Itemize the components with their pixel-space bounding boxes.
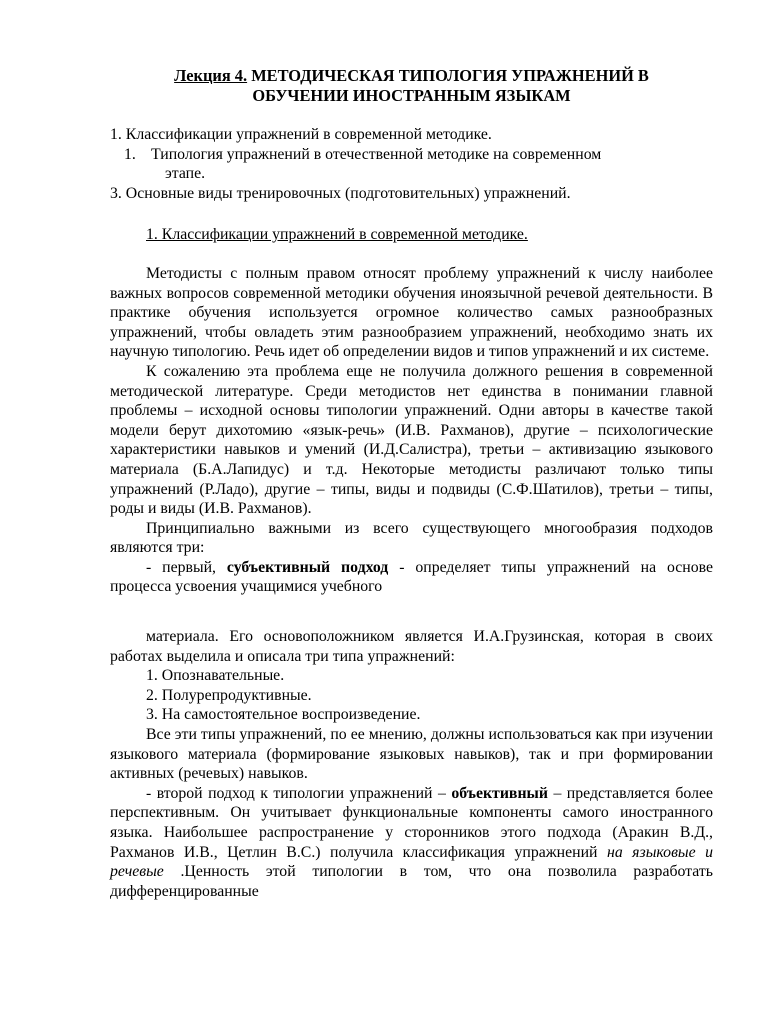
outline-item-2-text: Типология упражнений в отечественной методике на современном — [151, 145, 602, 163]
exercise-type-3: 3. На самостоятельное воспроизведение. — [146, 706, 421, 724]
subjective-approach-term: субъективный подход — [226, 558, 389, 576]
outline-item-2 — [110, 145, 713, 184]
paragraph-objective-approach — [110, 784, 713, 902]
paragraph-1: Методисты с полным правом относят проблему упражнений к числу наиболее важных вопросов современной методики обучения иноязычной речевой деятельности. В практике обучения используется огромное количество самых разнообразных упражнений, чтобы овладеть этим разнообразием упражнений, необходимо знать их научную типологию. Речь идет об определении видов и типов упражнений и их системе. — [110, 264, 713, 361]
title-line-1: МЕТОДИЧЕСКАЯ ТИПОЛОГИЯ УПРАЖНЕНИЙ В — [247, 66, 649, 85]
lecture-outline — [110, 125, 713, 203]
outline-item-3: 3. Основные виды тренировочных (подготовительных) упражнений. — [110, 184, 571, 202]
paragraph-3: Принципиально важными из всего существующего многообразия подходов являются три: — [110, 519, 713, 557]
outline-item-2-number: 1. — [124, 145, 136, 163]
lecture-title — [110, 66, 713, 106]
section-heading: 1. Классификации упражнений в современной методике. — [146, 226, 528, 244]
paragraph-4-end: - определяет типы упражнений на основе процесса усвоения учащимися учебного — [110, 558, 714, 596]
document-page — [110, 66, 713, 901]
paragraph-2: К сожалению эта проблема еще не получила должного решения в современной методической литературе. Среди методистов нет единства в понимании главной проблемы – исходной основы типологии упражнений. Одни авторы в качестве такой модели берут дихотомию «язык-речь» (И.В. Рахманов), другие – психологические характеристики навыков и умений (И.Д.Салистра), третьи – активизацию языкового материала (Б.А.Лапидус) и т.д. Некоторые методисты различают только типы упражнений (Р.Ладо), другие – типы, виды и подвиды (С.Ф.Шатилов), третьи – типы, роды и виды (И.В. Рахманов). — [110, 362, 713, 518]
language-speech-term: на языковые и речевые — [110, 843, 714, 881]
paragraph-6: Все эти типы упражнений, по ее мнению, должны использоваться как при изучении языкового материала (формирование языковых навыков), так и при формировании активных (речевых) навыков. — [110, 726, 713, 783]
exercise-type-1: 1. Опознавательные. — [146, 667, 285, 685]
exercise-type-2: 2. Полурепродуктивные. — [146, 686, 312, 704]
objective-approach-term: объективный — [451, 784, 548, 802]
paragraph-7-middle: – представляется более перспективным. Он учитывает функциональные компоненты самого иностранного языка. Наибольшее распространение у сторонников этого подхода (Аракин В.Д., Рахманов И.В., Цетлин В.С.) получила классификация упражнений — [110, 784, 713, 861]
page-break-gap — [110, 597, 713, 627]
outline-item-2-continuation: этапе. — [165, 165, 206, 183]
paragraph-subjective-approach — [110, 558, 713, 597]
paragraph-7-end: .Ценность этой типологии в том, что она позволила разработать дифференцированные — [110, 863, 713, 900]
title-line-2: ОБУЧЕНИИ ИНОСТРАННЫМ ЯЗЫКАМ — [252, 86, 571, 105]
outline-item-1: 1. Классификации упражнений в современной методике. — [110, 126, 492, 143]
paragraph-7-start: - второй подход к типологии упражнений – — [146, 784, 452, 802]
paragraph-5: материала. Его основоположником является И.А.Грузинская, которая в своих работах выделила и описала три типа упражнений: — [110, 628, 713, 665]
lecture-number: Лекция 4. — [174, 66, 248, 85]
paragraph-4-start: - первый, — [146, 558, 227, 576]
